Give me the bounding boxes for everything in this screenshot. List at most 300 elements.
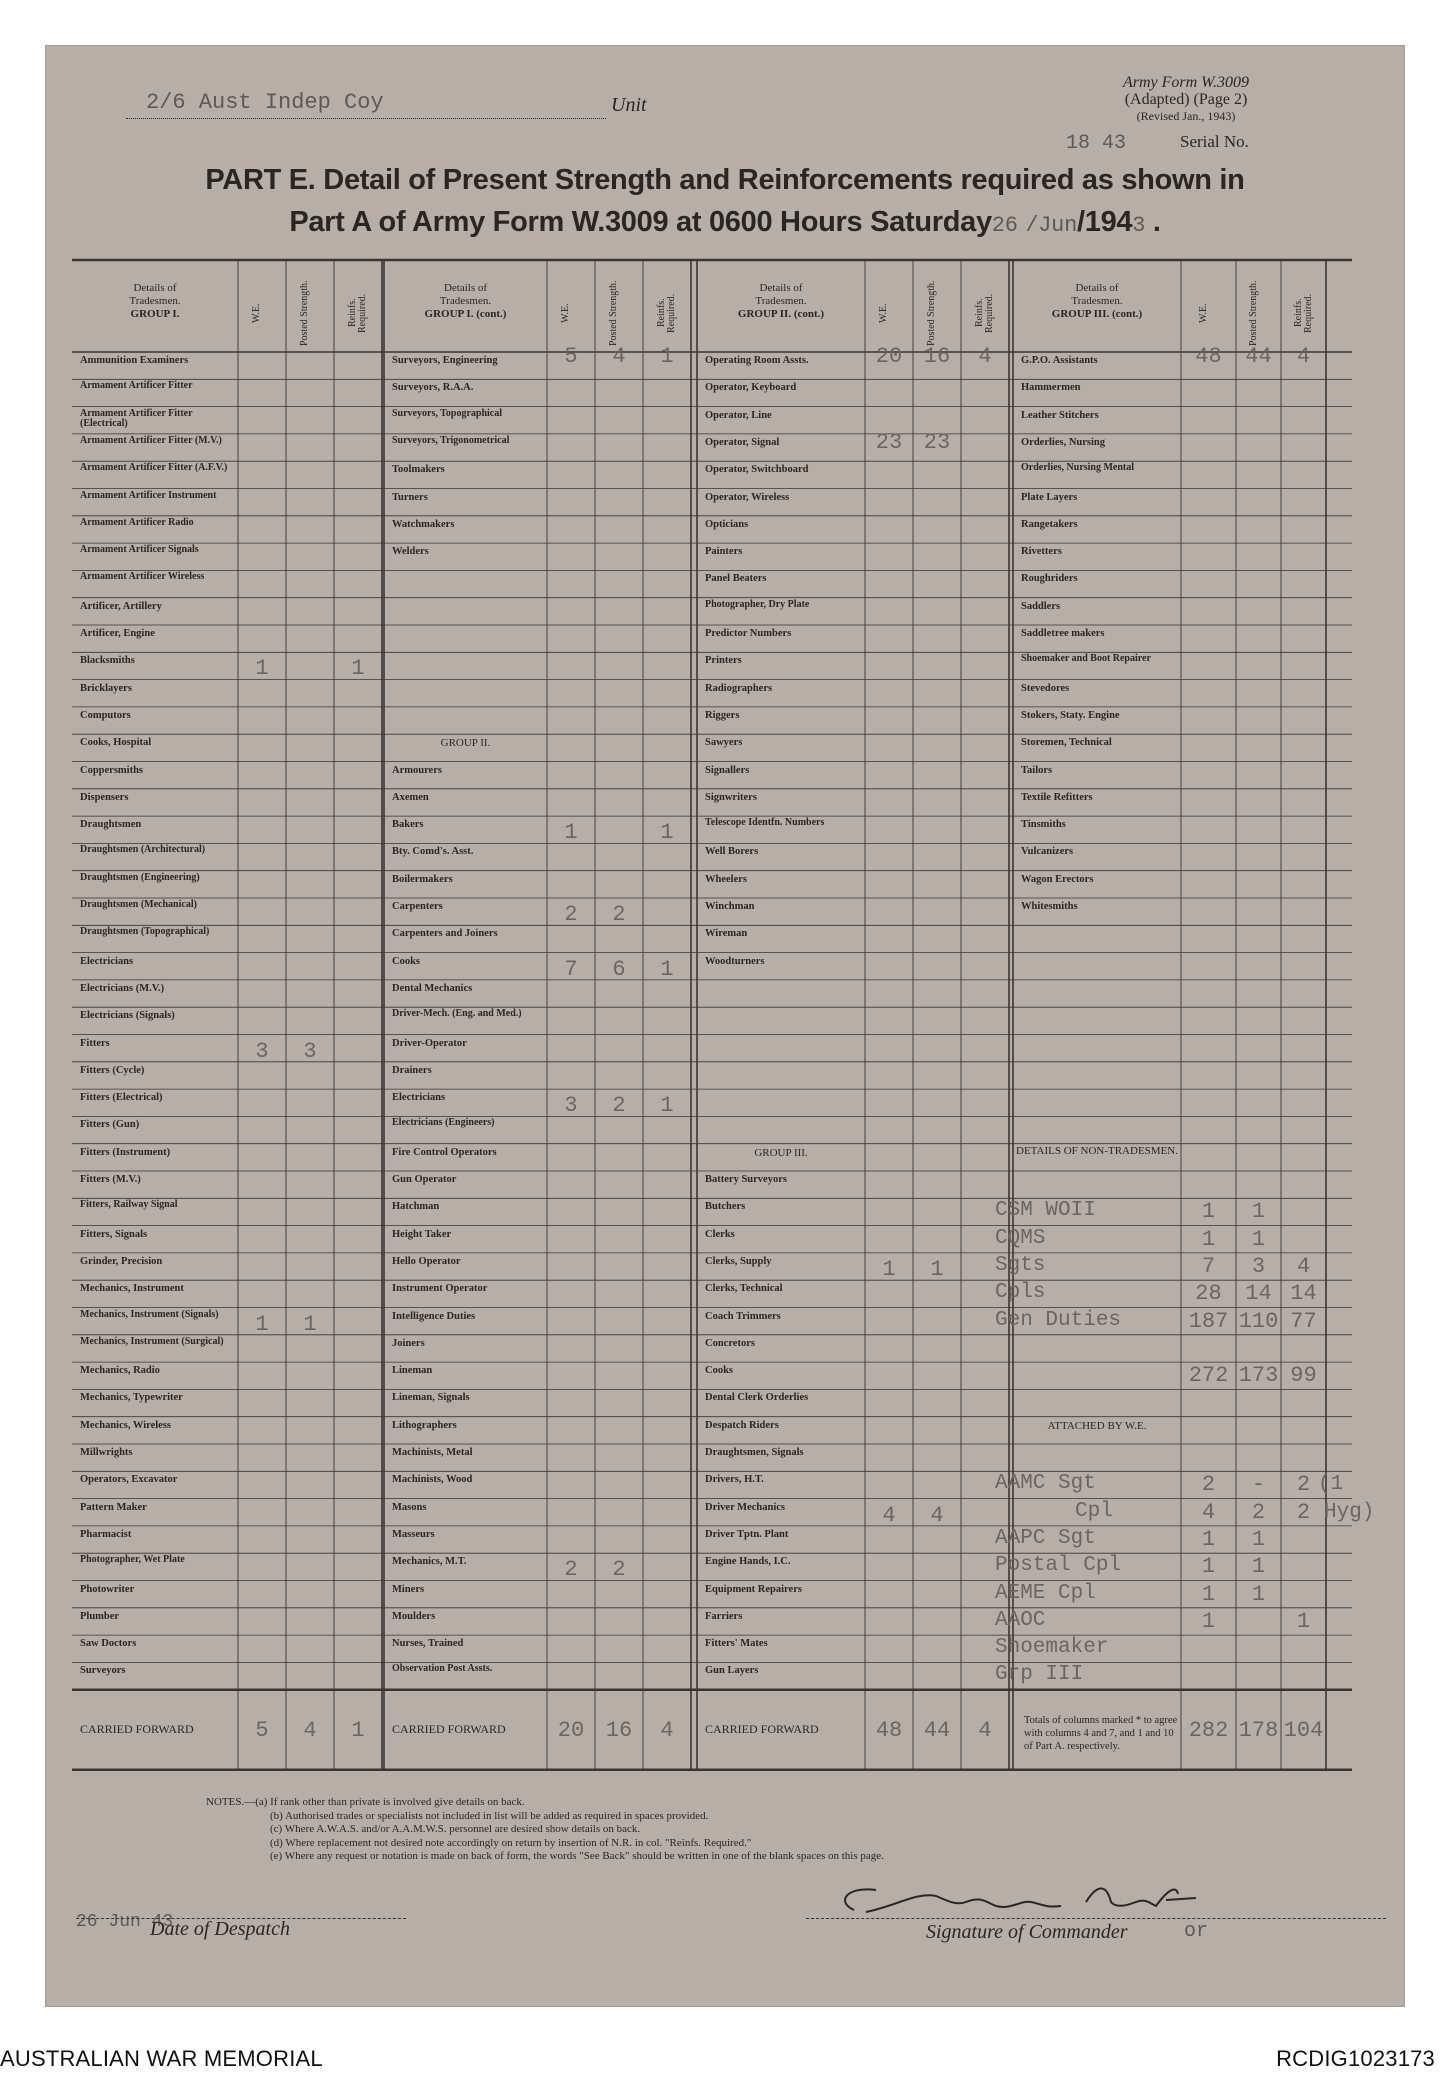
non-tradesmen-label: Gen Duties [995,1308,1122,1332]
row-label: Fitters (Gun) [80,1119,140,1131]
header-group-label: GROUP I. [130,308,180,320]
entry-we: 1 [255,656,269,682]
row-label: Photographer, Dry Plate [705,598,810,610]
row-label: Farriers [705,1610,743,1622]
row-label: Turners [392,491,428,503]
entry-posted: 44 [1245,344,1272,369]
row-label: Shoemaker and Boot Repairer [1021,653,1151,665]
row-label: Operator, Wireless [705,491,790,503]
carried-we: 5 [255,1717,269,1743]
carried-reinfs: 1 [351,1717,365,1743]
totals-note: Totals of columns marked * to agree with columns 4 and 7, and 1 and 10 of Part A. respectively. [1024,1715,1178,1752]
row-label: Draughtsmen (Engineering) [80,871,200,883]
entry-posted: 1 [303,1311,317,1337]
row-label: Hatchman [392,1201,440,1213]
row-label: Storemen, Technical [1021,737,1112,749]
attached-we: 1 [1201,1526,1216,1552]
row-label: Instrument Operator [392,1283,488,1295]
attached-posted: 1 [1251,1554,1266,1580]
carried-posted: 16 [605,1717,633,1743]
row-label: Textile Refitters [1021,791,1093,803]
row-label: Fitters, Railway Signal [80,1199,178,1211]
row-label: Pharmacist [80,1528,132,1540]
row-label: Bakers [392,819,424,831]
attached-label: Grp III [995,1663,1084,1687]
row-label: Toolmakers [392,464,445,476]
row-label: Operator, Keyboard [705,382,797,394]
row-label: Predictor Numbers [705,628,792,639]
row-label: GROUP III. [754,1146,808,1159]
row-label: Fire Control Operators [392,1146,497,1158]
row-label: Saddlers [1021,600,1061,612]
row-label: Nurses, Trained [392,1638,464,1650]
header-reinfs-1: Reinfs. Required. [656,293,677,333]
row-label: Artificer, Artillery [80,600,162,612]
header-tradesmen-label: Tradesmen. [439,295,492,307]
row-label: Lineman [392,1365,433,1377]
row-label: Photowriter [80,1583,135,1595]
non-tradesmen-posted: 1 [1251,1199,1266,1225]
row-label: Lineman, Signals [392,1392,470,1404]
row-label: Butchers [705,1201,746,1213]
row-label: Dental Clerk Orderlies [705,1392,809,1404]
entry-reinfs: 1 [660,344,674,369]
row-label: Rangetakers [1021,518,1078,530]
header-group-label: GROUP III. (cont.) [1051,308,1143,320]
entry-posted: 4 [612,344,626,369]
carried-posted: 44 [923,1717,951,1743]
entry-we: 23 [875,429,903,455]
row-label: Battery Surveyors [705,1174,787,1185]
entry-posted: 4 [930,1502,944,1528]
row-label: Electricians (M.V.) [80,982,165,994]
title-line-1: PART E. Detail of Present Strength and Reinforcements required as shown in [205,164,1245,196]
attached-posted: 2 [1251,1499,1266,1525]
row-label: Radiographers [705,682,773,694]
row-label: Painters [705,546,743,558]
row-label: Saddletree makers [1021,628,1105,639]
row-label: Surveyors, R.A.A. [392,382,474,394]
header-posted-2: Posted Strength. [926,280,937,346]
entry-posted: 2 [612,1557,626,1583]
row-label: Dispensers [80,791,129,803]
row-label: Electricians [392,1092,446,1104]
row-label: Gun Layers [705,1665,759,1677]
row-label: Fitters (Instrument) [80,1146,171,1158]
row-label: Stokers, Staty. Engine [1021,709,1120,721]
header-posted-3: Posted Strength. [1247,280,1259,346]
form-sheet [46,46,1404,2006]
note-c: (c) Where A.W.A.S. and/or A.A.M.W.S. personnel are desired show details on back. [270,1823,641,1835]
row-label: Mechanics, M.T. [392,1556,467,1568]
row-label: Roughriders [1021,573,1078,585]
form-revised: (Revised Jan., 1943) [1136,109,1236,123]
row-label: Operator, Signal [705,436,780,448]
attached-label: AAMC Sgt [995,1472,1096,1496]
entry-reinfs: 4 [978,344,992,369]
row-label: Wireman [705,928,748,940]
non-tradesmen-label: Sgts [995,1253,1046,1277]
entry-posted: 23 [923,429,951,455]
header-tradesmen-label: Tradesmen. [755,295,807,307]
row-label: Mechanics, Radio [80,1365,160,1377]
row-label: Driver Mechanics [705,1501,785,1513]
row-label: Carpenters [392,901,443,912]
header-we-0: W.E. [251,303,262,323]
row-label: Clerks, Supply [705,1255,772,1267]
row-label: Well Borers [705,846,759,858]
row-label: Armament Artificer Fitter [80,380,193,392]
non-tradesmen-reinfs: 14 [1290,1281,1317,1307]
row-label: Draughtsmen [80,819,142,831]
row-label: Coppersmiths [80,764,144,776]
unit-label: Unit [611,94,647,116]
row-label: Saw Doctors [80,1638,137,1650]
row-label: Boilermakers [392,873,453,885]
attached-label: Cpl [1075,1499,1113,1523]
row-label: Clerks [705,1228,735,1240]
archive-credit: AUSTRALIAN WAR MEMORIAL [0,2046,323,2071]
row-label: Coach Trimmers [705,1310,781,1322]
row-label: Leather Stitchers [1021,409,1099,421]
entry-we: 20 [875,344,903,369]
row-label: Cooks [705,1365,734,1377]
row-label: Masons [392,1501,427,1513]
attached-reinfs: 2 [1296,1472,1311,1498]
row-label: Equipment Repairers [705,1583,802,1595]
row-label: Orderlies, Nursing Mental [1021,462,1135,474]
header-reinfs-2: Reinfs. Required. [974,293,995,333]
row-label: Fitters [80,1037,110,1049]
row-label: Electricians (Signals) [80,1010,175,1022]
row-label: Operator, Line [705,409,772,421]
header-details-0 [72,282,238,321]
carried-reinfs: 4 [978,1717,992,1743]
row-label: Rivetters [1021,546,1062,558]
entry-we: 5 [564,344,578,369]
carried-reinfs: 104 [1283,1717,1324,1743]
row-label: Bty. Comd's. Asst. [392,846,474,858]
row-label: Observation Post Assts. [392,1663,493,1675]
row-label: Armament Artificer Fitter (M.V.) [80,434,222,446]
header-details-label: Details of [443,282,488,294]
non-tradesmen-reinfs: 4 [1296,1253,1311,1279]
attached-label: AAPC Sgt [995,1526,1096,1550]
row-label: Miners [392,1583,425,1595]
row-label: Plumber [80,1610,120,1622]
row-label: Surveyors, Trigonometrical [392,434,510,446]
title-date-year-suffix: 3 [1132,213,1146,238]
row-label: Armament Artificer Instrument [80,489,217,501]
header-reinfs-3: Reinfs. Required. [1292,293,1314,333]
title-date-month: /Jun [1025,213,1077,238]
entry-reinfs: 1 [660,956,674,982]
row-label: Machinists, Wood [392,1474,473,1486]
row-label: Hammermen [1021,382,1081,394]
header-tradesmen-label: Tradesmen. [1071,295,1123,307]
row-label: Electricians (Engineers) [392,1117,495,1129]
attached-label: AAOC [995,1608,1046,1632]
row-label: Opticians [705,518,749,530]
row-label: Armament Artificer Signals [80,544,199,556]
non-tradesmen-posted: 110 [1238,1308,1279,1334]
row-label: Ammunition Examiners [80,355,189,366]
row-label: Plate Layers [1021,491,1078,503]
row-label: Concretors [705,1337,755,1349]
attached-we: 1 [1201,1554,1216,1580]
attached-posted: 1 [1251,1526,1266,1552]
header-group-label: GROUP II. (cont.) [737,308,825,320]
archive-id: RCDIG1023173 [1276,2046,1435,2071]
carried-reinfs: 4 [660,1717,674,1743]
row-label: DETAILS OF NON-TRADESMEN. [1016,1144,1178,1157]
row-label: Axemen [392,791,429,803]
non-tradesmen-we: 1 [1201,1199,1216,1225]
attached-we: 1 [1201,1581,1216,1607]
row-label: Masseurs [392,1528,435,1540]
row-label: Draughtsmen, Signals [705,1447,804,1458]
row-label: Mechanics, Instrument (Surgical) [80,1335,224,1347]
non-tradesmen-posted: 14 [1245,1281,1272,1307]
carried-forward-label: CARRIED FORWARD [80,1721,194,1736]
entry-we: 2 [564,1557,578,1583]
row-label: Cooks, Hospital [80,737,152,749]
row-label: Grinder, Precision [80,1255,163,1267]
carried-posted: 178 [1238,1717,1279,1743]
row-label: Armament Artificer Wireless [80,571,205,583]
note-a: NOTES.—(a) If rank other than private is involved give details on back. [206,1796,525,1808]
entry-we: 2 [564,902,578,927]
row-label: Drivers, H.T. [705,1474,764,1486]
entry-reinfs: 1 [351,656,365,682]
row-label: Signallers [705,764,750,776]
serial-value: 18 43 [1066,132,1127,155]
header-posted-0: Posted Strength. [299,280,310,346]
attached-we: 2 [1201,1472,1216,1498]
row-label: Clerks, Technical [705,1283,783,1295]
row-label: Moulders [392,1610,436,1622]
row-label: Tinsmiths [1021,819,1066,831]
row-label: Armament Artificer Fitter (A.F.V.) [80,462,228,474]
attached-label: Postal Cpl [995,1554,1122,1578]
row-label: Operators, Excavator [80,1474,178,1486]
row-label: Tailors [1021,764,1053,776]
carried-posted: 4 [303,1717,317,1743]
row-label: Signwriters [705,791,757,803]
row-label: Joiners [392,1337,425,1349]
row-label: Despatch Riders [705,1419,779,1431]
signature-line [806,1918,1386,1919]
row-label: Telescope Identfn. Numbers [705,817,825,829]
row-label: Woodturners [705,955,765,967]
row-label: Artificer, Engine [80,628,155,639]
row-label: Draughtsmen (Mechanical) [80,899,197,910]
header-details-label: Details of [759,282,803,294]
attached-we: 4 [1201,1499,1216,1525]
row-label: Riggers [705,709,740,721]
title-date-year-prefix: /194 [1076,206,1133,238]
header-we-3: W.E. [1197,303,1209,323]
row-label: Mechanics, Typewriter [80,1392,183,1404]
row-label: Whitesmiths [1021,901,1078,912]
row-label: Pattern Maker [80,1501,147,1513]
row-label: Carpenters and Joiners [392,928,498,940]
unit-value: 2/6 Aust Indep Coy [146,90,384,115]
entry-we: 4 [882,1502,896,1528]
row-label: Draughtsmen (Architectural) [80,844,206,856]
serial-label: Serial No. [1180,132,1249,151]
attached-note-1: (1 [1318,1473,1344,1497]
entry-we: 3 [255,1038,269,1064]
non-tradesmen-label: CQMS [995,1226,1046,1250]
attached-note-2: Hyg) [1324,1500,1375,1524]
non-tradesmen-label: Cpls [995,1281,1046,1305]
title-date-day: 26 [991,213,1018,238]
non-tradesmen-reinfs: 77 [1290,1308,1317,1334]
row-label: ATTACHED BY W.E. [1047,1419,1147,1432]
non-tradesmen-reinfs: 99 [1290,1363,1317,1389]
row-label: Cooks [392,955,421,967]
row-label: Height Taker [392,1228,452,1240]
attached-posted: - [1251,1472,1266,1498]
note-b: (b) Authorised trades or specialists not included in list will be added as required in spaces provided. [270,1809,709,1822]
row-label: Mechanics, Instrument (Signals) [80,1308,219,1320]
row-label: Lithographers [392,1419,457,1431]
row-label: Bricklayers [80,682,132,694]
row-label: Fitters (Electrical) [80,1092,163,1104]
row-label: Fitters (M.V.) [80,1174,141,1185]
carried-we: 48 [875,1717,903,1743]
entry-reinfs: 1 [660,1093,674,1119]
non-tradesmen-we: 7 [1201,1253,1216,1279]
row-label: Panel Beaters [705,573,767,585]
attached-reinfs: 1 [1296,1608,1311,1634]
row-label: Dental Mechanics [392,982,473,994]
row-label: Wagon Erectors [1021,873,1094,885]
entry-reinfs: 4 [1296,344,1311,369]
row-label: Operating Room Assts. [705,355,809,366]
carried-forward-label: CARRIED FORWARD [705,1721,819,1736]
header-we-2: W.E. [878,303,889,323]
entry-posted: 2 [612,1093,626,1119]
header-details-label: Details of [133,282,177,294]
non-tradesmen-we: 272 [1188,1363,1229,1389]
signature-suffix: or [1184,1920,1209,1943]
entry-posted: 3 [303,1038,317,1064]
row-label: Armourers [392,764,442,776]
entry-we: 3 [564,1093,578,1119]
entry-posted: 1 [930,1256,944,1282]
row-label: Vulcanizers [1021,846,1074,858]
entry-reinfs: 1 [660,820,674,846]
row-label: Blacksmiths [80,655,135,667]
row-label: Fitters, Signals [80,1228,148,1240]
row-label: Winchman [705,901,755,912]
non-tradesmen-we: 28 [1195,1281,1222,1307]
row-label: Hello Operator [392,1255,461,1267]
row-label: Orderlies, Nursing [1021,436,1105,448]
row-label: Sawyers [705,737,743,749]
header-posted-1: Posted Strength. [608,280,619,346]
row-label: Photographer, Wet Plate [80,1554,185,1566]
row-label: GROUP II. [440,737,491,750]
entry-posted: 2 [612,902,626,927]
row-label: Surveyors, Engineering [392,355,498,366]
row-label: Driver-Operator [392,1037,467,1049]
header-details-1 [384,282,547,321]
row-label: Mechanics, Instrument [80,1283,184,1295]
row-label: Wheelers [705,873,747,885]
entry-posted: 16 [923,344,951,369]
row-label: Operator, Switchboard [705,464,809,476]
entry-we: 1 [255,1311,269,1337]
attached-posted: 1 [1251,1581,1266,1607]
entry-we: 1 [564,820,578,846]
title-line-2-prefix: Part A of Army Form W.3009 at 0600 Hours Saturday [289,206,992,238]
header-tradesmen-label: Tradesmen. [129,295,181,307]
row-label: Gun Operator [392,1174,457,1185]
entry-we: 7 [564,956,578,982]
entry-we: 1 [882,1256,896,1282]
entry-we: 48 [1195,344,1222,369]
row-label: Fitters' Mates [705,1638,768,1650]
header-group-label: GROUP I. (cont.) [424,308,507,320]
attached-label: AEME Cpl [995,1581,1096,1605]
attached-reinfs: 2 [1296,1499,1311,1525]
row-label: Welders [392,546,429,558]
header-details-label: Details of [1075,282,1119,294]
form-adapted: (Adapted) (Page 2) [1124,91,1248,108]
row-label: Intelligence Duties [392,1310,476,1322]
despatch-label: Date of Despatch [150,1918,290,1940]
row-label: Fitters (Cycle) [80,1064,145,1076]
header-details-3 [1013,282,1181,321]
title-date-end: . [1152,206,1161,238]
row-label: Electricians [80,955,134,967]
row-label: Mechanics, Wireless [80,1419,171,1431]
row-label: Surveyors [80,1665,126,1677]
note-d: (d) Where replacement not desired note accordingly on return by insertion of N.R. in col. "Reinfs. Required." [270,1836,752,1849]
row-label: Driver Tptn. Plant [705,1528,789,1540]
entry-posted: 6 [612,956,626,982]
row-label: Surveyors, Topographical [392,407,503,419]
row-label: Millwrights [80,1447,133,1458]
row-label: Watchmakers [392,518,455,530]
row-label: Machinists, Metal [392,1447,473,1458]
non-tradesmen-label: CSM WOII [995,1199,1096,1223]
row-label: Driver-Mech. (Eng. and Med.) [392,1008,522,1020]
signature-label: Signature of Commander [926,1921,1128,1943]
header-details-2 [697,282,865,321]
attached-we: 1 [1201,1608,1216,1634]
despatch-value: 26 Jun 43 [76,1912,174,1932]
row-label: G.P.O. Assistants [1021,355,1098,366]
non-tradesmen-posted: 3 [1251,1253,1266,1279]
header-reinfs-0: Reinfs. Required. [347,293,368,333]
row-label: Stevedores [1021,682,1070,694]
row-label: Draughtsmen (Topographical) [80,926,210,938]
row-label: Drainers [392,1064,432,1076]
row-label: Armament Artificer Radio [80,516,194,528]
non-tradesmen-we: 1 [1201,1226,1216,1252]
header-we-1: W.E. [560,303,571,323]
carried-forward-label: CARRIED FORWARD [392,1721,506,1736]
note-e: (e) Where any request or notation is made on back of form, the words "See Back" should be written in one of the blank spaces on this page. [270,1850,884,1862]
notes-block [206,1796,884,1864]
form-name: Army Form W.3009 [1122,74,1250,91]
non-tradesmen-we: 187 [1188,1308,1229,1334]
carried-we: 282 [1188,1717,1229,1743]
